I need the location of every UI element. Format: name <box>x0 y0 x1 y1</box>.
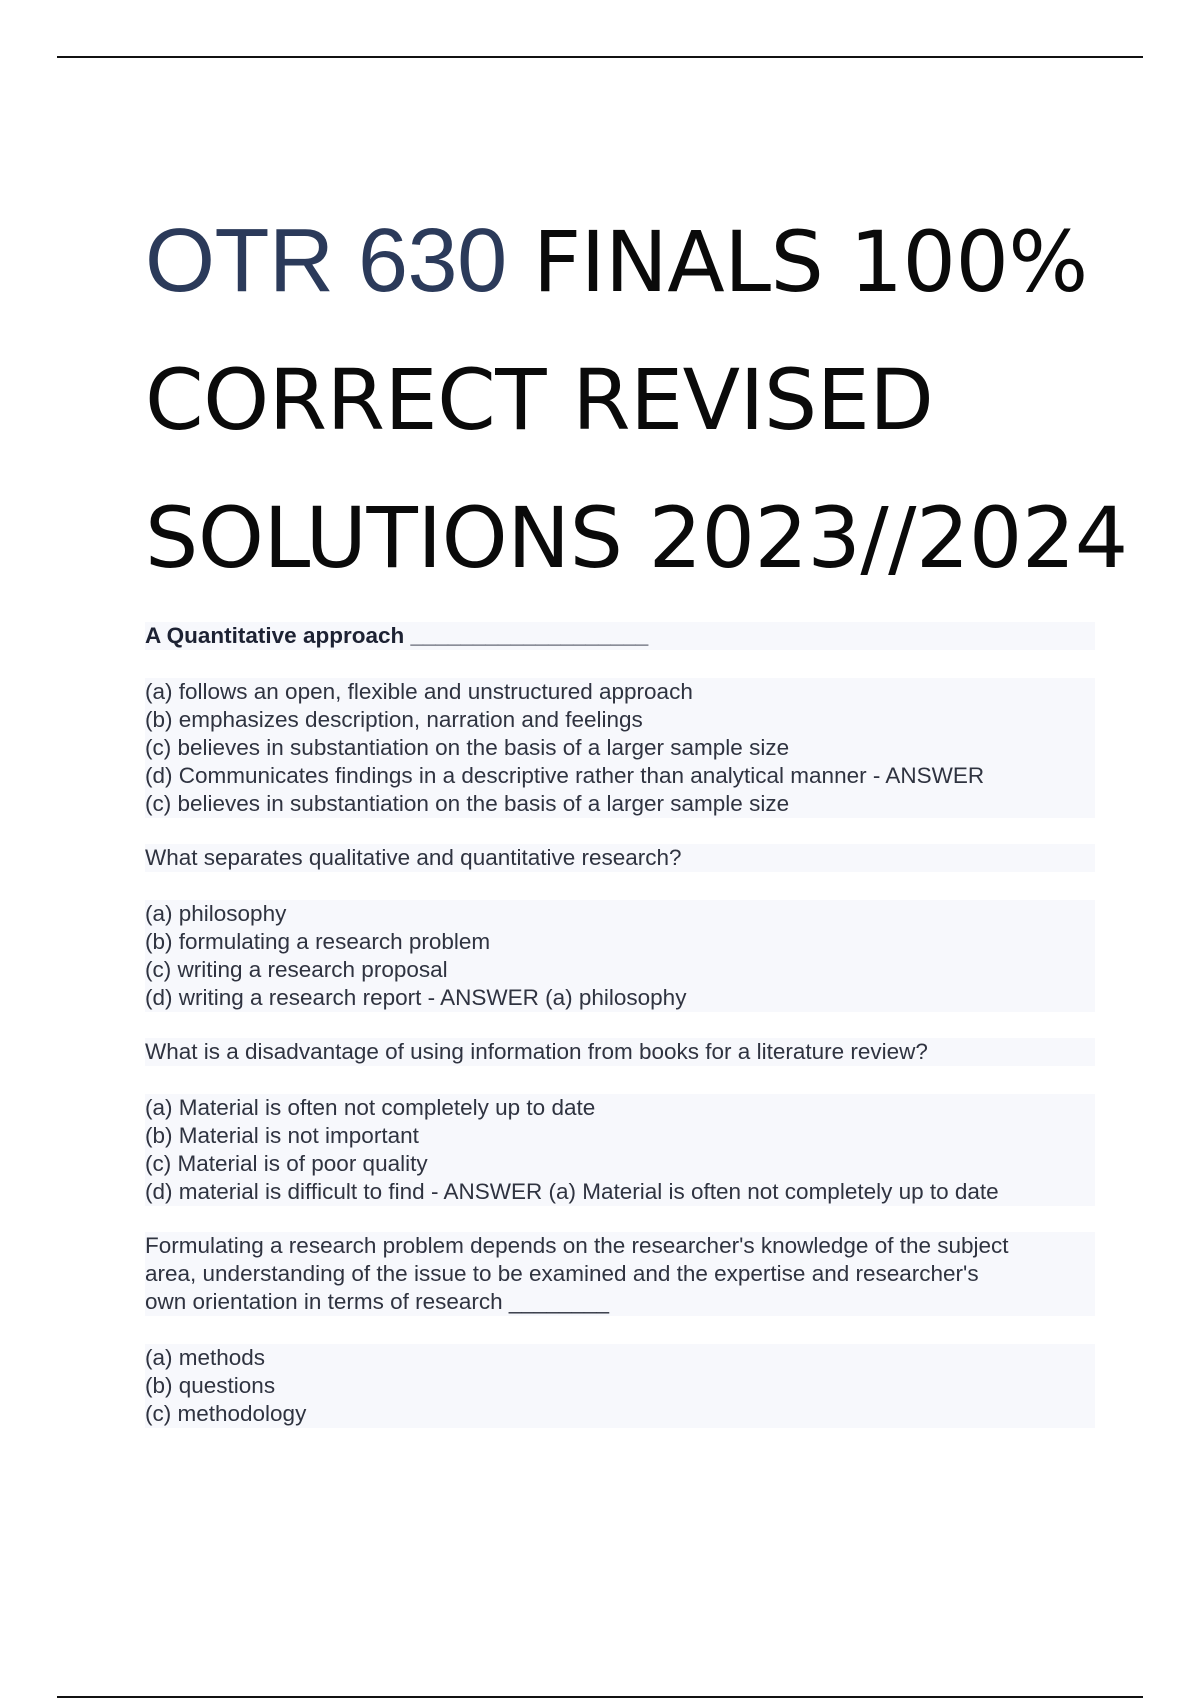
title-line-3: SOLUTIONS 2023//2024 <box>145 489 1128 587</box>
question-line: A Quantitative approach ___________________ <box>145 622 1095 650</box>
title-line-2: CORRECT REVISED <box>145 351 934 449</box>
answer-line: (d) material is difficult to find - ANSWER (a) Material is often not completely up to date <box>145 1178 1095 1206</box>
option-list <box>145 900 1095 1012</box>
option-line: (b) formulating a research problem <box>145 928 1095 956</box>
option-list <box>145 678 1095 818</box>
option-line: (c) believes in substantiation on the basis of a larger sample size <box>145 734 1095 762</box>
option-line: (c) writing a research proposal <box>145 956 1095 984</box>
question-block <box>145 844 1095 1012</box>
question-line: What separates qualitative and quantitative research? <box>145 844 1095 872</box>
question-line: own orientation in terms of research ________ <box>145 1288 1095 1316</box>
document-title <box>145 192 1145 607</box>
question-block <box>145 1232 1095 1428</box>
question-list <box>145 622 1095 1454</box>
bottom-rule <box>57 1696 1143 1698</box>
option-line: (a) Material is often not completely up to date <box>145 1094 1095 1122</box>
option-line: (b) emphasizes description, narration and feelings <box>145 706 1095 734</box>
option-line: (a) methods <box>145 1344 1095 1372</box>
option-line: (d) Communicates findings in a descriptive rather than analytical manner - ANSWER <box>145 762 1095 790</box>
answer-line: (c) believes in substantiation on the basis of a larger sample size <box>145 790 1095 818</box>
question-text <box>145 1038 1095 1066</box>
option-line: (a) follows an open, flexible and unstructured approach <box>145 678 1095 706</box>
title-line-1-rest: FINALS 100% <box>506 213 1088 311</box>
question-line: What is a disadvantage of using information from books for a literature review? <box>145 1038 1095 1066</box>
question-text <box>145 1232 1095 1316</box>
question-line: Formulating a research problem depends on the researcher's knowledge of the subject <box>145 1232 1095 1260</box>
question-text <box>145 622 1095 650</box>
option-list <box>145 1094 1095 1206</box>
answer-line: (d) writing a research report - ANSWER (a) philosophy <box>145 984 1095 1012</box>
question-block <box>145 622 1095 818</box>
option-line: (a) philosophy <box>145 900 1095 928</box>
top-rule <box>57 56 1143 58</box>
question-line: area, understanding of the issue to be examined and the expertise and researcher's <box>145 1260 1095 1288</box>
question-text <box>145 844 1095 872</box>
option-list <box>145 1344 1095 1428</box>
option-line: (c) methodology <box>145 1400 1095 1428</box>
option-line: (b) questions <box>145 1372 1095 1400</box>
option-line: (b) Material is not important <box>145 1122 1095 1150</box>
course-code: OTR 630 <box>145 211 507 311</box>
title-line-1 <box>145 192 1145 331</box>
question-block <box>145 1038 1095 1206</box>
option-line: (c) Material is of poor quality <box>145 1150 1095 1178</box>
